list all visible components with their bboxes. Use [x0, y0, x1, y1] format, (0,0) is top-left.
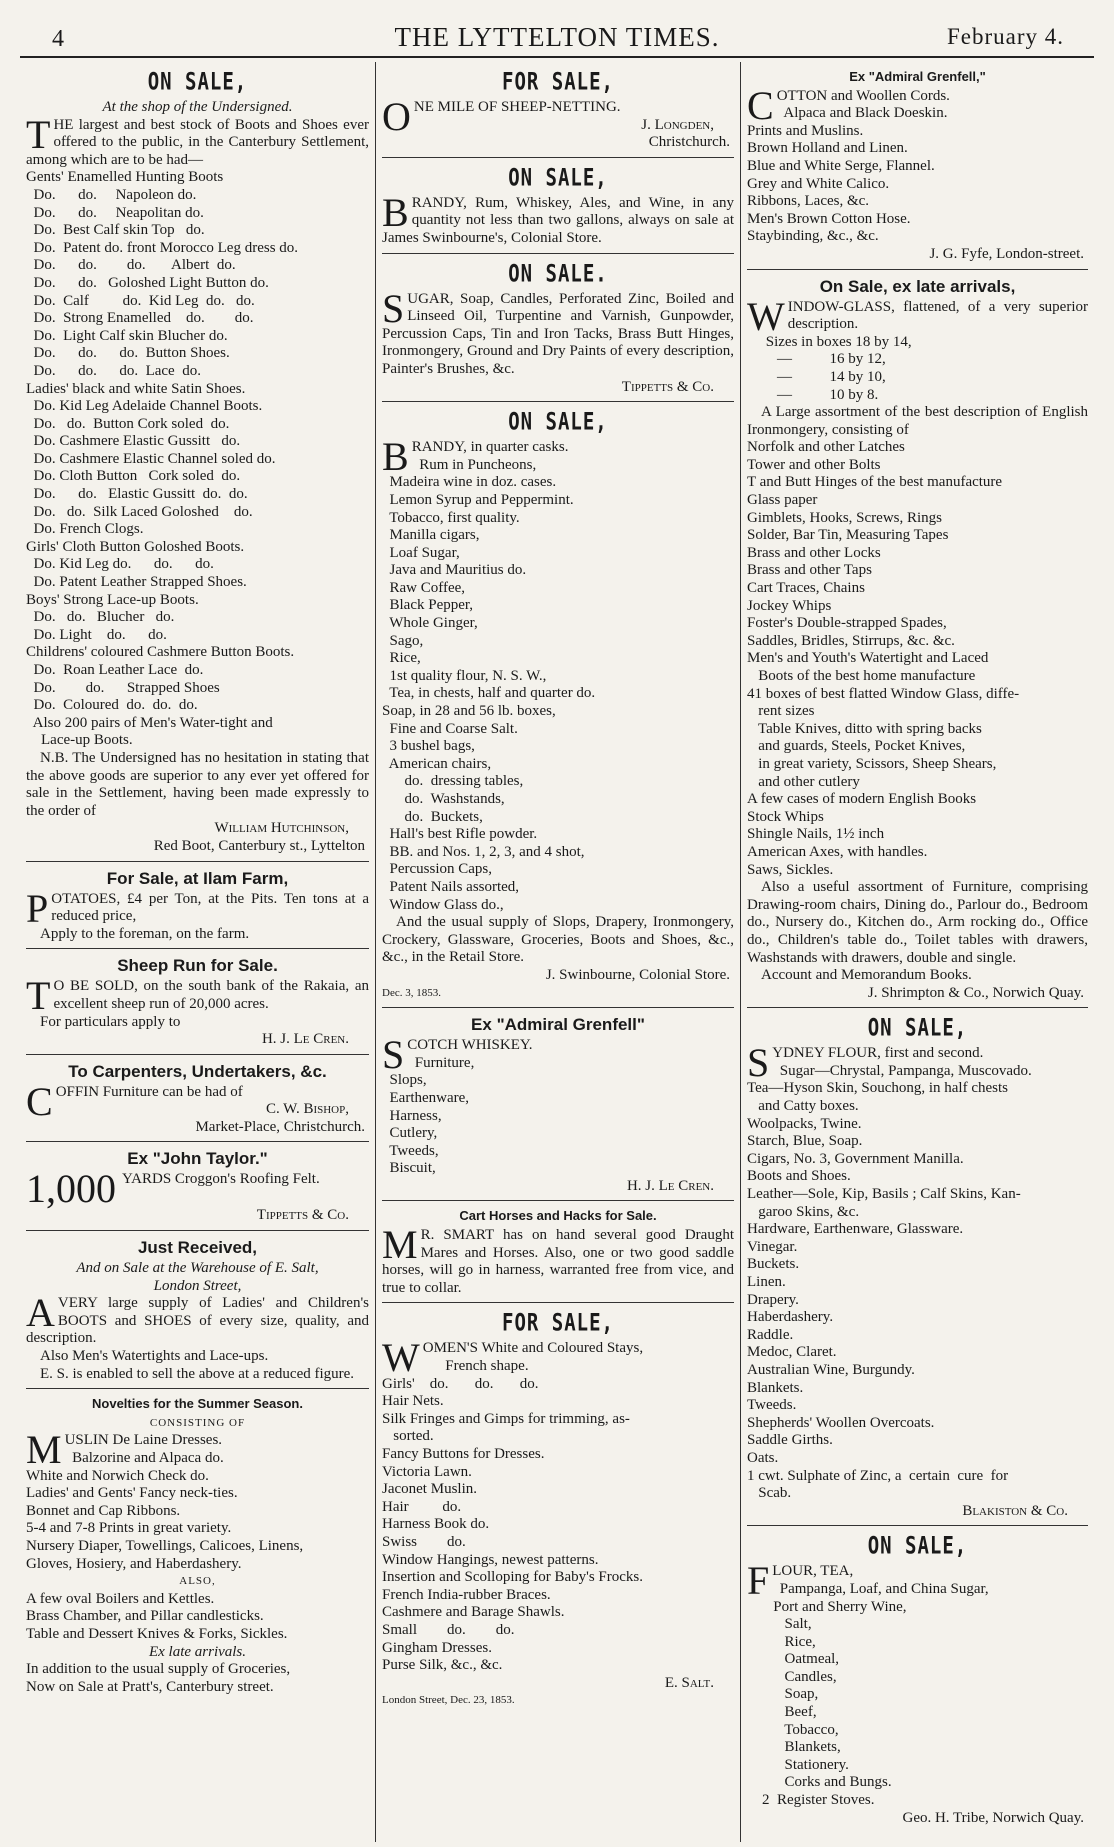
- list-item: Oats.: [747, 1449, 779, 1466]
- list-item: Do. do. Button Cork soled do.: [26, 415, 230, 432]
- drop-cap: T: [26, 111, 51, 157]
- list-item: BB. and Nos. 1, 2, 3, and 4 shot,: [382, 843, 585, 860]
- list-item: Sugar—Chrystal, Pampanga, Muscovado.: [772, 1062, 1032, 1079]
- ad-text: OTTON and Woollen Cords.: [776, 87, 950, 104]
- list-item: Tweeds.: [747, 1397, 797, 1414]
- list-item: Window Glass do.,: [382, 896, 504, 913]
- ad-signature: Tippetts & Co.: [621, 378, 714, 395]
- drop-cap: C: [26, 1078, 53, 1124]
- list-item: Do. Strong Enamelled do. do.: [26, 310, 254, 327]
- list-item: Brass and other Taps: [747, 562, 872, 579]
- drop-cap: S: [382, 1032, 405, 1078]
- list-item: Gloves, Hosiery, and Haberdashery.: [26, 1555, 242, 1572]
- ad-text: YARDS Croggon's Roofing Felt.: [122, 1171, 320, 1188]
- ad-signature: J. G. Fyfe, London-street.: [929, 245, 1084, 262]
- ad-text: Also Men's Watertights and Lace-ups.: [40, 1348, 269, 1365]
- list-item: Saddles, Bridles, Stirrups, &c. &c.: [747, 632, 955, 649]
- list-item: do. dressing tables,: [382, 773, 524, 790]
- list-item: Tobacco, first quality.: [382, 509, 520, 526]
- list-item: Do. Light do. do.: [26, 626, 167, 643]
- list-item: Soap,: [747, 1686, 819, 1703]
- ad-salt-boots: [26, 1231, 369, 1389]
- list-item: Victoria Lawn.: [382, 1463, 472, 1480]
- drop-cap: P: [26, 885, 49, 931]
- list-item: Blue and White Serge, Flannel.: [747, 157, 935, 174]
- list-item: Tobacco,: [747, 1721, 839, 1738]
- list-item: Brass Chamber, and Pillar candlesticks.: [26, 1608, 264, 1625]
- ad-signature: J. Longden,: [641, 116, 714, 133]
- list-item: Java and Mauritius do.: [382, 562, 527, 579]
- list-item: and guards, Steels, Pocket Knives,: [747, 738, 966, 755]
- drop-cap: S: [747, 1040, 770, 1086]
- list-item: White and Norwich Check do.: [26, 1467, 209, 1484]
- list-item: sorted.: [382, 1428, 434, 1445]
- ad-heading: ON SALE,: [508, 408, 608, 436]
- list-item: Gingham Dresses.: [382, 1639, 492, 1656]
- list-item: Ribbons, Laces, &c.: [747, 193, 870, 210]
- ad-heading: Sheep Run for Sale.: [117, 956, 278, 976]
- list-item: Raddle.: [747, 1326, 794, 1343]
- list-item: Glass paper: [747, 492, 818, 509]
- list-item: Do. Roan Leather Lace do.: [26, 662, 204, 678]
- list-item: Grey and White Calico.: [747, 175, 890, 192]
- list-item: Prints and Muslins.: [747, 122, 864, 139]
- list-item: Do. do. do. Albert do.: [26, 257, 236, 274]
- drop-cap: S: [382, 285, 405, 331]
- list-item: Do. do. do. Lace do.: [26, 362, 201, 379]
- list-item: Lace-up Boots.: [26, 732, 133, 749]
- ad-heading: Ex "John Taylor.": [127, 1149, 268, 1169]
- list-item: Ladies' and Gents' Fancy neck-ties.: [26, 1485, 238, 1502]
- list-item: Drapery.: [747, 1291, 799, 1308]
- list-item: Alpaca and Black Doeskin.: [776, 105, 948, 122]
- list-item: Harness Book do.: [382, 1516, 490, 1533]
- list-item: 1 cwt. Sulphate of Zinc, a certain cure for: [747, 1467, 1009, 1484]
- ad-text: A Large assortment of the best description of English Ironmongery, consisting of: [747, 404, 1088, 438]
- ad-signature: H. J. Le Cren.: [626, 1177, 714, 1194]
- ad-address: Christchurch.: [648, 134, 730, 151]
- list-item: Solder, Bar Tin, Measuring Tapes: [747, 527, 949, 544]
- list-item: Childrens' coloured Cashmere Button Boots.: [26, 644, 295, 661]
- list-item: A few cases of modern English Books: [747, 791, 977, 808]
- ad-subheading: ALSO,: [179, 1575, 216, 1588]
- column-3: [741, 62, 1094, 1842]
- ad-subheading: And on Sale at the Warehouse of E. Salt,: [76, 1260, 319, 1277]
- list-item: Boots and Shoes.: [747, 1168, 851, 1185]
- list-item: Cashmere and Barage Shawls.: [382, 1604, 565, 1621]
- list-item: Window Hangings, newest patterns.: [382, 1551, 599, 1568]
- list-item: Do. Best Calf skin Top do.: [26, 222, 205, 239]
- ad-signature: J. Shrimpton & Co., Norwich Quay.: [867, 984, 1084, 1001]
- list-item: American Axes, with handles.: [747, 843, 928, 860]
- ad-heading: Novelties for the Summer Season.: [92, 1396, 303, 1412]
- list-item: T and Butt Hinges of the best manufacture: [747, 474, 1003, 491]
- list-item: American chairs,: [382, 755, 492, 772]
- ad-heading: ON SALE,: [147, 68, 248, 96]
- list-item: 1st quality flour, N. S. W.,: [382, 667, 547, 684]
- ad-text: RANDY, Rum, Whiskey, Ales, and Wine, in any quantity not less than two gallons, always on sale at James Swinbourne's, Colonial Store.: [382, 194, 734, 246]
- list-item: and Catty boxes.: [747, 1098, 859, 1115]
- ad-tippetts-sugar: [382, 254, 734, 403]
- drop-cap: O: [382, 94, 411, 139]
- list-item: Harness,: [382, 1107, 442, 1124]
- ad-sheep-netting: [382, 62, 734, 158]
- list-item: do. Washstands,: [382, 791, 505, 807]
- list-item: Men's Brown Cotton Hose.: [747, 210, 911, 227]
- list-item: Do. do. Silk Laced Goloshed do.: [26, 503, 253, 520]
- list-item: garoo Skins, &c.: [747, 1203, 860, 1220]
- column-2: [375, 62, 741, 1842]
- list-item: Blankets.: [747, 1379, 804, 1396]
- list-item: Girls' do. do. do.: [382, 1375, 539, 1392]
- ad-text: OFFIN Furniture can be had of: [55, 1083, 243, 1100]
- list-item: Blankets,: [747, 1739, 841, 1756]
- ad-lecren-whiskey: [382, 1008, 734, 1201]
- list-item: 3 bushel bags,: [382, 738, 475, 755]
- list-item: Do. do. Strapped Shoes: [26, 679, 220, 696]
- list-item: Do. Cloth Button Cork soled do.: [26, 468, 241, 485]
- ad-heading: Ex "Admiral Grenfell": [471, 1015, 645, 1035]
- list-item: Ladies' black and white Satin Shoes.: [26, 380, 246, 397]
- ad-text: For particulars apply to: [40, 1013, 181, 1030]
- list-item: Tweeds,: [382, 1142, 439, 1159]
- list-item: Earthenware,: [382, 1089, 470, 1106]
- list-item: Stationery.: [747, 1756, 849, 1773]
- list-item: Do. do. do. Button Shoes.: [26, 345, 230, 362]
- list-item: Do. Cashmere Elastic Gussitt do.: [26, 433, 241, 450]
- list-item: Jockey Whips: [747, 597, 832, 614]
- ad-roofing-felt: [26, 1142, 369, 1231]
- list-item: Staybinding, &c., &c.: [747, 228, 879, 245]
- list-item: Pampanga, Loaf, and China Sugar,: [772, 1580, 989, 1597]
- list-item: Furniture,: [407, 1054, 475, 1071]
- list-item: Jaconet Muslin.: [382, 1481, 477, 1498]
- ad-swinbourne-stores: [382, 402, 734, 1008]
- ad-heading: ON SALE,: [508, 163, 608, 192]
- list-item: Biscuit,: [382, 1160, 436, 1177]
- drop-cap: F: [747, 1558, 770, 1604]
- list-item: A few oval Boilers and Kettles.: [26, 1590, 215, 1607]
- list-item: Madeira wine in doz. cases.: [382, 474, 557, 491]
- ad-date: London Street, Dec. 23, 1853.: [382, 1694, 515, 1707]
- ad-text: LOUR, TEA,: [772, 1563, 854, 1580]
- ad-signature: William Hutchinson,: [214, 820, 349, 837]
- list-item: Cart Traces, Chains: [747, 580, 865, 597]
- ad-womens-stays: [382, 1303, 734, 1714]
- drop-cap: M: [26, 1427, 62, 1473]
- drop-cap: W: [747, 293, 785, 339]
- list-item: Do. do. Elastic Gussitt do. do.: [26, 486, 248, 503]
- list-item: Percussion Caps,: [382, 861, 492, 878]
- list-item: 5-4 and 7-8 Prints in great variety.: [26, 1520, 232, 1537]
- ad-heading: FOR SALE,: [502, 1309, 614, 1338]
- list-item: Fine and Coarse Salt.: [382, 720, 518, 737]
- ad-subheading: CONSISTING OF: [149, 1416, 246, 1429]
- list-item: Linen.: [747, 1274, 786, 1290]
- list-item: Table Knives, ditto with spring backs: [747, 720, 982, 737]
- ad-heading: For Sale, at Ilam Farm,: [106, 868, 289, 888]
- ad-heading: ON SALE,: [867, 1014, 968, 1042]
- ad-signature: J. Swinbourne, Colonial Store.: [545, 966, 730, 983]
- ad-heading: Cart Horses and Hacks for Sale.: [459, 1208, 657, 1224]
- list-item: Saws, Sickles.: [747, 861, 834, 878]
- list-item: Silk Fringes and Gimps for trimming, as-: [382, 1410, 630, 1427]
- list-item: Medoc, Claret.: [747, 1344, 837, 1361]
- list-item: Raw Coffee,: [382, 579, 466, 596]
- ad-address: Red Boot, Canterbury st., Lyttelton: [153, 837, 365, 854]
- list-item: Lemon Syrup and Peppermint.: [382, 491, 574, 508]
- ad-text: OMEN'S White and Coloured Stays,: [422, 1340, 644, 1357]
- newspaper-title: THE LYTTELTON TIMES.: [394, 22, 720, 52]
- ad-text: And the usual supply of Slops, Drapery, Ironmongery, Crockery, Glassware, Groceries, Boots and Shoes, &c., &c., in the Retail Store.: [382, 914, 734, 966]
- list-item: in great variety, Scissors, Sheep Shears,: [747, 755, 997, 772]
- list-item: Norfolk and other Latches: [747, 439, 905, 456]
- ad-text: COTCH WHISKEY.: [407, 1037, 533, 1054]
- list-item: Do. Cashmere Elastic Channel soled do.: [26, 450, 276, 467]
- list-item: Haberdashery.: [747, 1309, 834, 1326]
- list-item: Black Pepper,: [382, 597, 474, 614]
- list-item: Soap, in 28 and 56 lb. boxes,: [382, 703, 556, 720]
- list-item: Insertion and Scolloping for Baby's Frocks.: [382, 1569, 644, 1586]
- list-item: Vinegar.: [747, 1238, 798, 1255]
- list-item: Port and Sherry Wine,: [747, 1598, 907, 1615]
- drop-cap: B: [382, 434, 409, 480]
- page-number: 4: [52, 26, 64, 52]
- list-item: Tower and other Bolts: [747, 456, 881, 473]
- list-item: Loaf Sugar,: [382, 544, 460, 561]
- list-item: Manilla cigars,: [382, 527, 480, 544]
- ad-signature: C. W. Bishop,: [265, 1101, 349, 1118]
- list-item: Do. Patent do. front Morocco Leg dress do.: [26, 239, 299, 256]
- list-item: Now on Sale at Pratt's, Canterbury street.: [26, 1678, 274, 1695]
- ad-text: R. SMART has on hand several good Draught Mares and Horses. Also, one or two good saddle horses, will go in harness, warranted free from vice, and true to collar.: [382, 1227, 734, 1296]
- masthead: [20, 18, 1094, 58]
- list-item: Shepherds' Woollen Overcoats.: [747, 1414, 935, 1431]
- list-item: Shingle Nails, 1½ inch: [747, 826, 885, 843]
- ad-text: Apply to the foreman, on the farm.: [40, 925, 250, 942]
- ad-signature: E. Salt.: [664, 1674, 714, 1691]
- list-item: Oatmeal,: [747, 1651, 840, 1668]
- ad-text: USLIN De Laine Dresses.: [64, 1432, 223, 1449]
- ad-heading: ON SALE.: [508, 259, 608, 288]
- list-item: Do. do. Blucher do.: [26, 609, 175, 626]
- ad-subheading: London Street,: [153, 1277, 242, 1294]
- list-item: Slops,: [382, 1072, 427, 1089]
- ad-text: O BE SOLD, on the south bank of the Rakaia, an excellent sheep run of 20,000 acres.: [53, 978, 369, 1012]
- list-item: 41 boxes of best flatted Window Glass, diffe-: [747, 685, 1020, 702]
- ad-text: Account and Memorandum Books.: [761, 967, 972, 984]
- list-item: Australian Wine, Burgundy.: [747, 1361, 915, 1378]
- list-item: Hair Nets.: [382, 1393, 444, 1410]
- list-item: Boys' Strong Lace-up Boots.: [26, 591, 199, 608]
- list-item: Do. French Clogs.: [26, 521, 144, 538]
- list-item: Scab.: [747, 1485, 792, 1502]
- ad-note: N.B. The Undersigned has no hesitation in stating that the above goods are superior to any ever yet offered for sale in the Settlement, having been made expressly to the order of: [26, 749, 369, 819]
- list-item: Cigars, No. 3, Government Manilla.: [747, 1150, 964, 1167]
- ad-text: OTATOES, £4 per Ton, at the Pits. Ten tons at a reduced price,: [51, 890, 369, 925]
- list-item: Girls' Cloth Button Goloshed Boots.: [26, 538, 245, 555]
- list-item: Do. Coloured do. do. do.: [26, 697, 198, 714]
- list-item: Hall's best Rifle powder.: [382, 826, 538, 843]
- ad-text: VERY large supply of Ladies' and Children's BOOTS and SHOES of every size, quality, and description.: [26, 1295, 369, 1347]
- ad-ilam-potatoes: [26, 862, 369, 950]
- list-item: Whole Ginger,: [382, 615, 478, 632]
- list-item: Hardware, Earthenware, Glassware.: [747, 1221, 964, 1238]
- ad-intro: HE largest and best stock of Boots and Shoes ever offered to the public, in the Canterbury Settlement, among which are to be had—: [26, 116, 369, 168]
- list-item: Do. do. Goloshed Light Button do.: [26, 274, 269, 291]
- ad-text: YDNEY FLOUR, first and second.: [772, 1045, 984, 1062]
- ad-fyfe-cotton: [747, 62, 1088, 270]
- list-item: Do. Calf do. Kid Leg do. do.: [26, 292, 255, 309]
- list-item: Saddle Girths.: [747, 1432, 833, 1449]
- list-item: Rum in Puncheons,: [411, 456, 537, 473]
- ad-heading: FOR SALE,: [502, 68, 614, 96]
- list-item: Balzorine and Alpaca do.: [64, 1450, 224, 1466]
- ad-heading: To Carpenters, Undertakers, &c.: [68, 1061, 327, 1081]
- column-1: [20, 62, 375, 1842]
- list-item: Starch, Blue, Soap.: [747, 1133, 863, 1150]
- ad-text: E. S. is enabled to sell the above at a reduced figure.: [40, 1365, 355, 1382]
- list-item: Gents' Enamelled Hunting Boots: [26, 169, 224, 186]
- drop-cap: C: [747, 82, 774, 128]
- ad-signature: Tippetts & Co.: [256, 1207, 349, 1224]
- list-item: Bonnet and Cap Ribbons.: [26, 1502, 181, 1519]
- list-item: Do. Kid Leg do. do. do.: [26, 556, 214, 573]
- ad-text: Also a useful assortment of Furniture, comprising Drawing-room chairs, Dining do., Parlour do., Bedroom do., Nursery do., Kitchen do., Arm rocking do., Office do., Children's table do., Toilet tables with drawers, Washstands with drawers, double and single.: [747, 879, 1088, 966]
- list-item: Beef,: [747, 1704, 817, 1721]
- list-item: Tea, in chests, half and quarter do.: [382, 685, 596, 702]
- list-item: In addition to the usual supply of Groceries,: [26, 1661, 291, 1678]
- ad-hutchinson-boots: [26, 62, 369, 862]
- ad-sheep-run: [26, 949, 369, 1054]
- list-item: Foster's Double-strapped Spades,: [747, 615, 947, 632]
- list-item: Hair do.: [382, 1498, 462, 1515]
- drop-cap: A: [26, 1290, 55, 1336]
- list-item: Boots of the best home manufacture: [747, 668, 976, 684]
- large-numeral: 1,000: [26, 1166, 116, 1212]
- list-item: Do. Patent Leather Strapped Shoes.: [26, 574, 247, 591]
- ad-coffin-furniture: [26, 1055, 369, 1143]
- ad-text: INDOW-GLASS, flattened, of a very superior description.: [787, 298, 1088, 333]
- list-item: Salt,: [747, 1616, 812, 1633]
- list-item: Candles,: [747, 1668, 837, 1685]
- list-item: do. Buckets,: [382, 808, 483, 825]
- drop-cap: B: [382, 189, 409, 235]
- list-item: Do. do. Neapolitan do.: [26, 204, 204, 221]
- list-item: Fancy Buttons for Dresses.: [382, 1446, 545, 1462]
- ad-shrimpton-hardware: [747, 270, 1088, 1009]
- ad-text: UGAR, Soap, Candles, Perforated Zinc, Boiled and Linseed Oil, Turpentine and Varnish, Gunpowder, Percussion Caps, Tin and Iron Tacks, Brass Butt Hinges, Ironmongery, Ground and Dry Paints of every description, Painter's Brushes, &c.: [382, 290, 734, 377]
- ad-address: Market-Place, Christchurch.: [195, 1118, 365, 1135]
- ad-heading: On Sale, ex late arrivals,: [819, 276, 1016, 296]
- list-item: 2 Register Stoves.: [747, 1792, 875, 1809]
- issue-date: February 4.: [946, 24, 1064, 49]
- ad-subheading: At the shop of the Undersigned.: [102, 99, 293, 115]
- list-item: Do. do. Napoleon do.: [26, 186, 197, 203]
- list-item: Do. Kid Leg Adelaide Channel Boots.: [26, 398, 263, 415]
- list-item: Brown Holland and Linen.: [747, 140, 908, 157]
- list-item: French shape.: [422, 1358, 529, 1375]
- ad-subheading: Ex late arrivals.: [148, 1643, 247, 1660]
- ad-text: NE MILE OF SHEEP-NETTING.: [413, 99, 621, 115]
- list-item: rent sizes: [747, 703, 815, 720]
- ad-text: RANDY, in quarter casks.: [411, 439, 569, 456]
- ad-date: Dec. 3, 1853.: [382, 986, 441, 999]
- list-item: Nursery Diaper, Towellings, Calicoes, Linens,: [26, 1537, 304, 1554]
- list-item: Leather—Sole, Kip, Basils ; Calf Skins, Kan-: [747, 1186, 1021, 1203]
- list-item: Table and Dessert Knives & Forks, Sickles.: [26, 1625, 288, 1642]
- list-item: Men's and Youth's Watertight and Laced: [747, 650, 989, 667]
- boot-list: [26, 169, 369, 750]
- ad-heading: ON SALE,: [867, 1532, 968, 1560]
- ad-smart-horses: [382, 1201, 734, 1303]
- drop-cap: W: [382, 1335, 420, 1381]
- list-item: Woolpacks, Twine.: [747, 1115, 862, 1132]
- ad-heading: Just Received,: [137, 1238, 258, 1258]
- drop-cap: T: [26, 973, 51, 1019]
- ad-summer-novelties: [26, 1389, 369, 1701]
- ad-swinbourne-spirits: [382, 158, 734, 254]
- list-item: Rice,: [382, 650, 421, 667]
- list-item: — 14 by 10,: [747, 368, 886, 385]
- drop-cap: M: [382, 1222, 418, 1268]
- list-item: Cutlery,: [382, 1125, 438, 1142]
- list-item: French India-rubber Braces.: [382, 1586, 551, 1603]
- list-item: — 10 by 8.: [747, 386, 879, 403]
- ad-signature: H. J. Le Cren.: [261, 1031, 349, 1048]
- list-item: and other cutlery: [747, 773, 860, 790]
- list-item: Purse Silk, &c., &c.: [382, 1657, 503, 1674]
- list-item: Do. Light Calf skin Blucher do.: [26, 327, 228, 344]
- ad-heading: Ex "Admiral Grenfell,": [849, 69, 986, 84]
- ad-signature: Blakiston & Co.: [962, 1502, 1068, 1519]
- list-item: Tea—Hyson Skin, Souchong, in half chests: [747, 1080, 1009, 1097]
- ad-tribe-flour-tea: [747, 1526, 1088, 1832]
- list-item: Stock Whips: [747, 808, 824, 825]
- list-item: Brass and other Locks: [747, 544, 881, 561]
- list-item: Also 200 pairs of Men's Water-tight and: [26, 714, 273, 731]
- list-item: Corks and Bungs.: [747, 1774, 892, 1791]
- list-item: Swiss do.: [382, 1533, 466, 1550]
- ad-blakiston-flour: [747, 1008, 1088, 1526]
- ad-signature: Geo. H. Tribe, Norwich Quay.: [902, 1809, 1084, 1826]
- list-item: — 16 by 12,: [747, 351, 886, 368]
- list-item: Rice,: [747, 1633, 816, 1650]
- list-item: Sizes in boxes 18 by 14,: [747, 333, 912, 350]
- list-item: Sago,: [382, 632, 424, 649]
- list-item: Buckets.: [747, 1256, 800, 1273]
- list-item: Gimblets, Hooks, Screws, Rings: [747, 509, 942, 526]
- list-item: Patent Nails assorted,: [382, 878, 520, 895]
- list-item: Small do. do.: [382, 1621, 515, 1638]
